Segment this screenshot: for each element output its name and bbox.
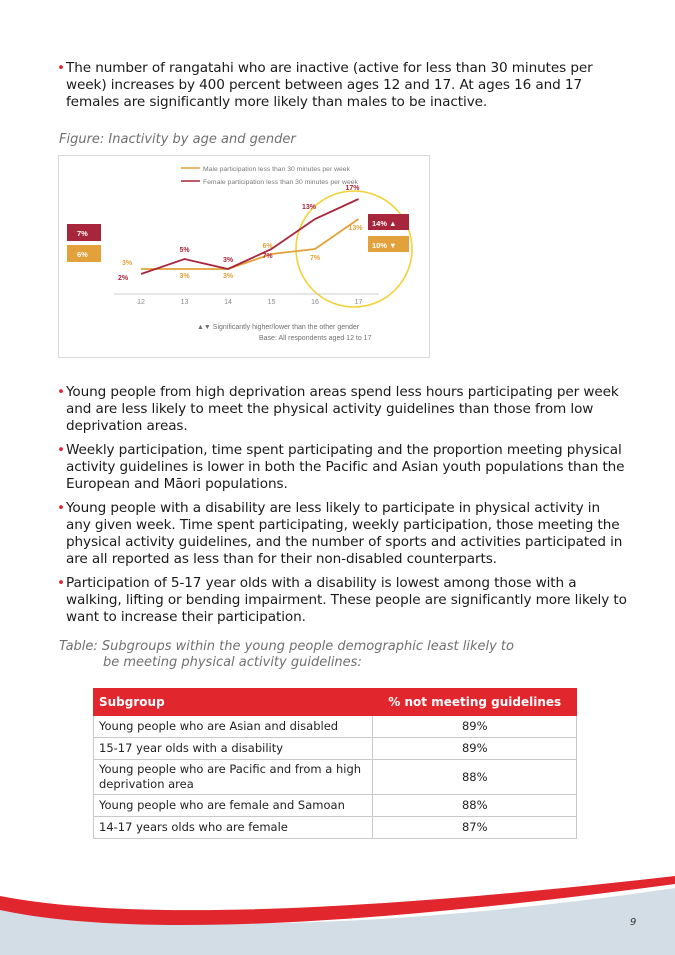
table-row — [94, 738, 577, 760]
male-end-label: 10% ▼ — [372, 241, 397, 250]
x-tick-label: 16 — [311, 299, 319, 306]
table-header-row — [94, 689, 577, 716]
cell-subgroup: Young people who are Pacific and from a high deprivation area — [94, 760, 373, 795]
table-row — [94, 760, 577, 795]
inactivity-chart — [59, 156, 429, 357]
male-series-line — [141, 219, 359, 269]
bullet-dot: • — [57, 500, 65, 516]
cell-subgroup: Young people who are Asian and disabled — [94, 716, 373, 738]
table-row — [94, 716, 577, 738]
male-data-label: 13% — [348, 225, 363, 232]
cell-subgroup: Young people who are female and Samoan — [94, 795, 373, 817]
header-percent: % not meeting guidelines — [373, 689, 577, 716]
x-tick-label: 15 — [267, 299, 276, 306]
male-data-label: 3% — [121, 260, 133, 267]
x-tick-label: 17 — [354, 299, 363, 306]
footer-wave — [0, 870, 675, 955]
female-data-label: 17% — [345, 185, 360, 192]
female-data-label: 3% — [222, 257, 234, 264]
bullet-dot: • — [57, 60, 65, 76]
cell-percent: 88% — [373, 760, 577, 795]
female-total-label: 7% — [77, 229, 88, 238]
bullet-text: Young people with a disability are less likely to participate in physical activity in any given week. Time spent participating, weekly participation, those meeting the physical activity guidelines, and the number of sports and activities participated in are all reported as less than for their non-disabled counterparts. — [66, 500, 623, 567]
x-tick-label: 14 — [224, 299, 232, 306]
female-end-label: 14% ▲ — [372, 219, 397, 228]
inactivity-chart-frame — [58, 155, 430, 358]
female-data-label: 13% — [301, 204, 317, 211]
x-tick-label: 13 — [180, 299, 189, 306]
table-caption-line2: be meeting physical activity guidelines: — [103, 655, 362, 670]
bullet-inactivity — [57, 60, 627, 111]
female-data-label: 2% — [117, 275, 129, 282]
female-series-line — [141, 199, 359, 274]
female-data-label: 7% — [262, 253, 273, 260]
male-total-label: 6% — [77, 250, 88, 259]
bullet-impairment — [57, 575, 627, 626]
female-data-label: 5% — [179, 247, 190, 254]
male-data-label: 7% — [309, 255, 321, 262]
table-caption-line1: Table: Subgroups within the young people demographic least likely to — [59, 639, 514, 654]
cell-percent: 88% — [373, 795, 577, 817]
cell-percent: 87% — [373, 817, 577, 839]
subgroup-table — [93, 688, 577, 839]
cell-subgroup: 15-17 year olds with a disability — [94, 738, 373, 760]
significance-note: ▲▼ Significantly higher/lower than the other gender — [197, 324, 360, 331]
bullet-text: Weekly participation, time spent participating and the proportion meeting physical activity guidelines is lower in both the Pacific and Asian youth populations than the European and Māori populations. — [66, 442, 625, 492]
bullet-dot: • — [57, 384, 65, 400]
cell-percent: 89% — [373, 716, 577, 738]
cell-percent: 89% — [373, 738, 577, 760]
x-tick-label: 12 — [137, 299, 145, 306]
bullet-text: Participation of 5-17 year olds with a disability is lowest among those with a walking, lifting or bending impairment. These people are significantly more likely to want to increase their participation. — [66, 575, 627, 625]
table-row — [94, 795, 577, 817]
bullet-dot: • — [57, 575, 65, 591]
male-data-label: 3% — [222, 273, 234, 280]
page-number: 9 — [630, 917, 637, 928]
cell-subgroup: 14-17 years olds who are female — [94, 817, 373, 839]
bullet-text: The number of rangatahi who are inactive (active for less than 30 minutes per week) increases by 400 percent between ages 12 and 17. At ages 16 and 17 females are significantly more likely than males to be inactive. — [66, 60, 593, 110]
bullet-deprivation — [57, 384, 627, 435]
bullet-disability — [57, 500, 627, 568]
legend-female-label: Female participation less than 30 minutes per week — [203, 179, 358, 186]
male-data-label: 3% — [179, 273, 190, 280]
legend-male-label: Male participation less than 30 minutes per week — [203, 166, 350, 173]
figure-caption: Figure: Inactivity by age and gender — [59, 132, 296, 147]
table-row — [94, 817, 577, 839]
bullet-text: Young people from high deprivation areas spend less hours participating per week and are less likely to meet the physical activity guidelines than those from low deprivation areas. — [66, 384, 619, 434]
bullet-ethnicity — [57, 442, 627, 493]
male-end-value: 10% — [372, 241, 388, 250]
header-subgroup: Subgroup — [94, 689, 373, 716]
male-data-label: 6% — [262, 243, 273, 250]
female-end-value: 14% — [372, 219, 388, 228]
bullet-dot: • — [57, 442, 65, 458]
base-note: Base: All respondents aged 12 to 17 — [259, 335, 372, 342]
